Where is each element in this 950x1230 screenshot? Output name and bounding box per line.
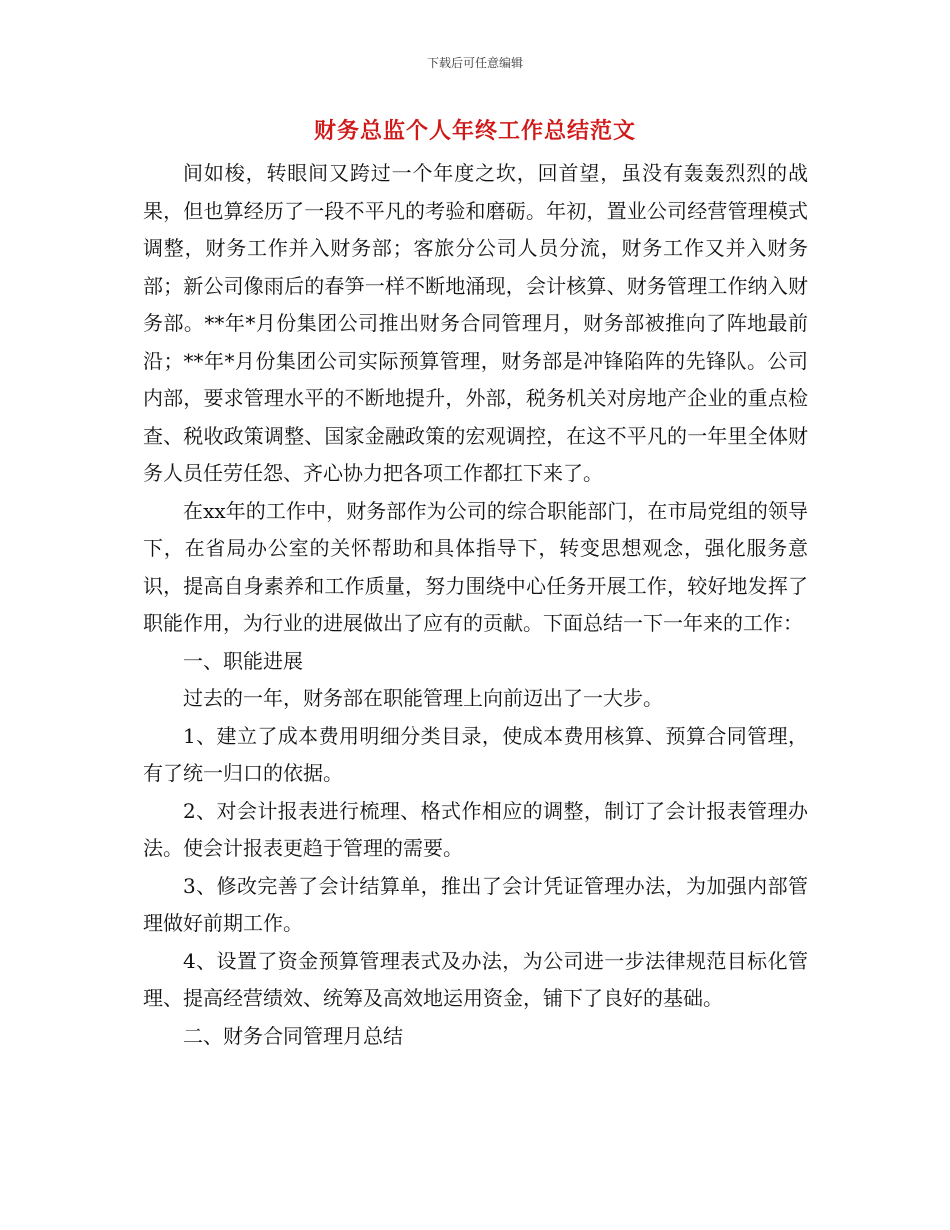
paragraph-intro: 间如梭，转眼间又跨过一个年度之坎，回首望，虽没有轰轰烈烈的战果，但也算经历了一段不平凡的考验和磨砺。年初，置业公司经营管理模式调整，财务工作并入财务部；客旅分公司人员分流，财务工作又并入财务部；新公司像雨后的春笋一样不断地涌现，会计核算、财务管理工作纳入财务部。**年*月份集团公司推出财务合同管理月，财务部被推向了阵地最前沿；**年*月份集团公司实际预算管理，财务部是冲锋陷阵的先锋队。公司内部，要求管理水平的不断地提升，外部，税务机关对房地产企业的重点检查、税收政策调整、国家金融政策的宏观调控，在这不平凡的一年里全体财务人员任劳任怨、齐心协力把各项工作都扛下来了。: [143, 161, 808, 485]
document-title: 财务总监个人年终工作总结范文: [313, 119, 636, 144]
list-item-3: 3、修改完善了会计结算单，推出了会计凭证管理办法，为加强内部管理做好前期工作。: [143, 873, 808, 935]
section-heading-1: 一、职能进展: [183, 648, 303, 673]
section-heading-2: 二、财务合同管理月总结: [183, 1023, 403, 1048]
list-item-2: 2、对会计报表进行梳理、格式作相应的调整，制订了会计报表管理办法。使会计报表更趋于管理的需要。: [143, 798, 808, 860]
header-note: 下载后可任意编辑: [426, 56, 523, 70]
document-body: [143, 155, 808, 1055]
paragraph-overview: 在xx年的工作中，财务部作为公司的综合职能部门，在市局党组的领导下，在省局办公室的关怀帮助和具体指导下，转变思想观念，强化服务意识，提高自身素养和工作质量，努力围绕中心任务开展工作，较好地发挥了职能作用，为行业的进展做出了应有的贡献。下面总结一下一年来的工作：: [143, 498, 808, 635]
paragraph-section-1-lead: 过去的一年，财务部在职能管理上向前迈出了一大步。: [183, 686, 663, 710]
list-item-4: 4、设置了资金预算管理表式及办法，为公司进一步法律规范目标化管理、提高经营绩效、统筹及高效地运用资金，铺下了良好的基础。: [143, 948, 808, 1010]
list-item-1: 1、建立了成本费用明细分类目录，使成本费用核算、预算合同管理，有了统一归口的依据。: [143, 723, 808, 785]
